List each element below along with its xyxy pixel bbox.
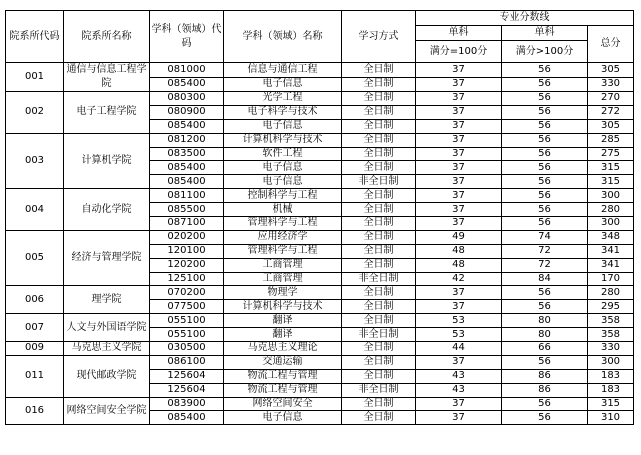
study-mode-cell: 全日制 [342,300,416,314]
subject-code-cell: 020200 [150,230,224,244]
study-mode-cell: 全日制 [342,411,416,425]
single-score-100-cell: 37 [416,77,502,92]
study-mode-cell: 全日制 [342,286,416,300]
total-score-cell: 280 [588,286,634,300]
header-dept-code: 院系所代码 [6,11,64,63]
subject-code-cell: 086100 [150,355,224,369]
table-row [6,63,634,78]
table-row [6,397,634,411]
dept-name-cell: 网络空间安全学院 [64,397,150,425]
single-score-gt100-cell: 56 [502,119,588,133]
study-mode-cell: 非全日制 [342,175,416,189]
single-score-100-cell: 37 [416,161,502,175]
subject-name-cell: 电子信息 [224,161,342,175]
single-score-gt100-cell: 72 [502,244,588,258]
subject-code-cell: 081200 [150,133,224,147]
single-score-100-cell: 37 [416,92,502,106]
subject-name-cell: 交通运输 [224,355,342,369]
subject-name-cell: 翻译 [224,314,342,328]
subject-name-cell: 电子信息 [224,175,342,189]
dept-code-cell: 011 [6,355,64,397]
header-study-mode: 学习方式 [342,11,416,63]
dept-code-cell: 009 [6,342,64,356]
subject-code-cell: 125100 [150,272,224,286]
single-score-gt100-cell: 80 [502,328,588,342]
subject-name-cell: 工商管理 [224,258,342,272]
header-single-100: 单科 [416,26,502,41]
single-score-gt100-cell: 86 [502,383,588,397]
subject-name-cell: 物流工程与管理 [224,383,342,397]
header-full-100: 满分=100分 [416,41,502,63]
dept-name-cell: 自动化学院 [64,189,150,231]
single-score-gt100-cell: 56 [502,411,588,425]
subject-name-cell: 控制科学与工程 [224,189,342,203]
total-score-cell: 315 [588,161,634,175]
subject-code-cell: 080300 [150,92,224,106]
study-mode-cell: 全日制 [342,63,416,78]
single-score-100-cell: 37 [416,397,502,411]
single-score-100-cell: 48 [416,244,502,258]
single-score-gt100-cell: 86 [502,369,588,383]
total-score-cell: 330 [588,342,634,356]
total-score-cell: 285 [588,133,634,147]
study-mode-cell: 全日制 [342,147,416,161]
dept-code-cell: 007 [6,314,64,342]
single-score-100-cell: 53 [416,328,502,342]
dept-code-cell: 016 [6,397,64,425]
study-mode-cell: 全日制 [342,342,416,356]
subject-name-cell: 计算机科学与技术 [224,133,342,147]
single-score-100-cell: 37 [416,411,502,425]
subject-code-cell: 125604 [150,369,224,383]
total-score-cell: 341 [588,258,634,272]
single-score-100-cell: 37 [416,119,502,133]
single-score-100-cell: 37 [416,63,502,78]
header-total: 总分 [588,26,634,63]
study-mode-cell: 全日制 [342,105,416,119]
subject-name-cell: 电子信息 [224,411,342,425]
dept-code-cell: 004 [6,189,64,231]
single-score-100-cell: 48 [416,258,502,272]
subject-code-cell: 055100 [150,314,224,328]
study-mode-cell: 全日制 [342,230,416,244]
single-score-100-cell: 43 [416,369,502,383]
subject-code-cell: 087100 [150,217,224,231]
single-score-100-cell: 37 [416,286,502,300]
study-mode-cell: 非全日制 [342,272,416,286]
study-mode-cell: 非全日制 [342,383,416,397]
subject-code-cell: 083900 [150,397,224,411]
header-dept-name: 院系所名称 [64,11,150,63]
study-mode-cell: 全日制 [342,133,416,147]
single-score-100-cell: 37 [416,175,502,189]
dept-name-cell: 现代邮政学院 [64,355,150,397]
subject-name-cell: 物流工程与管理 [224,369,342,383]
total-score-cell: 183 [588,369,634,383]
single-score-gt100-cell: 74 [502,230,588,244]
total-score-cell: 300 [588,217,634,231]
study-mode-cell: 全日制 [342,217,416,231]
total-score-cell: 300 [588,355,634,369]
table-row [6,314,634,328]
study-mode-cell: 全日制 [342,244,416,258]
single-score-100-cell: 37 [416,217,502,231]
header-score-group: 专业分数线 [416,11,634,26]
dept-name-cell: 马克思主义学院 [64,342,150,356]
study-mode-cell: 全日制 [342,258,416,272]
total-score-cell: 341 [588,244,634,258]
subject-code-cell: 077500 [150,300,224,314]
study-mode-cell: 全日制 [342,161,416,175]
total-score-cell: 348 [588,230,634,244]
table-row [6,133,634,147]
single-score-100-cell: 43 [416,383,502,397]
subject-name-cell: 机械 [224,203,342,217]
total-score-cell: 315 [588,175,634,189]
dept-code-cell: 006 [6,286,64,314]
dept-code-cell: 001 [6,63,64,92]
subject-name-cell: 管理科学与工程 [224,217,342,231]
single-score-gt100-cell: 72 [502,258,588,272]
subject-code-cell: 081100 [150,189,224,203]
total-score-cell: 330 [588,77,634,92]
study-mode-cell: 全日制 [342,189,416,203]
single-score-gt100-cell: 56 [502,147,588,161]
single-score-gt100-cell: 56 [502,397,588,411]
table-body [6,63,634,425]
dept-name-cell: 计算机学院 [64,133,150,189]
header-full-gt100: 满分>100分 [502,41,588,63]
subject-name-cell: 工商管理 [224,272,342,286]
dept-code-cell: 005 [6,230,64,286]
subject-code-cell: 125604 [150,383,224,397]
single-score-100-cell: 42 [416,272,502,286]
dept-name-cell: 理学院 [64,286,150,314]
single-score-gt100-cell: 56 [502,217,588,231]
single-score-gt100-cell: 56 [502,189,588,203]
total-score-cell: 280 [588,203,634,217]
single-score-gt100-cell: 56 [502,355,588,369]
table-row [6,286,634,300]
subject-code-cell: 085500 [150,203,224,217]
table-row [6,92,634,106]
total-score-cell: 270 [588,92,634,106]
study-mode-cell: 全日制 [342,119,416,133]
study-mode-cell: 全日制 [342,92,416,106]
subject-name-cell: 管理科学与工程 [224,244,342,258]
subject-code-cell: 120200 [150,258,224,272]
total-score-cell: 295 [588,300,634,314]
subject-code-cell: 085400 [150,175,224,189]
header-subject-code: 学科（领域）代码 [150,11,224,63]
dept-name-cell: 电子工程学院 [64,92,150,134]
single-score-gt100-cell: 56 [502,105,588,119]
single-score-100-cell: 37 [416,105,502,119]
total-score-cell: 358 [588,314,634,328]
subject-name-cell: 软件工程 [224,147,342,161]
study-mode-cell: 全日制 [342,314,416,328]
dept-code-cell: 003 [6,133,64,189]
study-mode-cell: 全日制 [342,397,416,411]
subject-code-cell: 085400 [150,161,224,175]
single-score-gt100-cell: 56 [502,300,588,314]
single-score-100-cell: 37 [416,203,502,217]
dept-name-cell: 通信与信息工程学院 [64,63,150,92]
single-score-100-cell: 37 [416,133,502,147]
table-header [6,11,634,63]
subject-name-cell: 电子信息 [224,119,342,133]
header-subject-name: 学科（领域）名称 [224,11,342,63]
subject-name-cell: 翻译 [224,328,342,342]
single-score-gt100-cell: 56 [502,92,588,106]
table-row [6,189,634,203]
single-score-gt100-cell: 56 [502,77,588,92]
total-score-cell: 358 [588,328,634,342]
dept-name-cell: 人文与外国语学院 [64,314,150,342]
subject-code-cell: 085400 [150,77,224,92]
header-single-gt100: 单科 [502,26,588,41]
single-score-100-cell: 37 [416,300,502,314]
subject-name-cell: 光学工程 [224,92,342,106]
total-score-cell: 272 [588,105,634,119]
subject-code-cell: 080900 [150,105,224,119]
single-score-100-cell: 37 [416,147,502,161]
table-row [6,230,634,244]
single-score-gt100-cell: 84 [502,272,588,286]
study-mode-cell: 全日制 [342,355,416,369]
subject-name-cell: 网络空间安全 [224,397,342,411]
total-score-cell: 310 [588,411,634,425]
study-mode-cell: 全日制 [342,203,416,217]
total-score-cell: 315 [588,397,634,411]
single-score-gt100-cell: 56 [502,286,588,300]
single-score-gt100-cell: 56 [502,203,588,217]
total-score-cell: 300 [588,189,634,203]
dept-name-cell: 经济与管理学院 [64,230,150,286]
subject-name-cell: 物理学 [224,286,342,300]
subject-name-cell: 电子科学与技术 [224,105,342,119]
total-score-cell: 305 [588,119,634,133]
score-table [5,10,634,425]
total-score-cell: 275 [588,147,634,161]
subject-name-cell: 马克思主义理论 [224,342,342,356]
total-score-cell: 305 [588,63,634,78]
subject-code-cell: 083500 [150,147,224,161]
dept-code-cell: 002 [6,92,64,134]
single-score-gt100-cell: 80 [502,314,588,328]
single-score-gt100-cell: 66 [502,342,588,356]
single-score-100-cell: 49 [416,230,502,244]
total-score-cell: 170 [588,272,634,286]
subject-code-cell: 030500 [150,342,224,356]
single-score-100-cell: 53 [416,314,502,328]
subject-code-cell: 055100 [150,328,224,342]
single-score-100-cell: 37 [416,355,502,369]
study-mode-cell: 非全日制 [342,328,416,342]
single-score-gt100-cell: 56 [502,175,588,189]
single-score-100-cell: 44 [416,342,502,356]
table-row [6,342,634,356]
total-score-cell: 183 [588,383,634,397]
subject-name-cell: 电子信息 [224,77,342,92]
single-score-100-cell: 37 [416,189,502,203]
subject-code-cell: 070200 [150,286,224,300]
single-score-gt100-cell: 56 [502,63,588,78]
subject-code-cell: 081000 [150,63,224,78]
subject-code-cell: 085400 [150,119,224,133]
study-mode-cell: 全日制 [342,77,416,92]
study-mode-cell: 全日制 [342,369,416,383]
subject-name-cell: 计算机科学与技术 [224,300,342,314]
subject-code-cell: 120100 [150,244,224,258]
subject-code-cell: 085400 [150,411,224,425]
table-row [6,355,634,369]
subject-name-cell: 应用经济学 [224,230,342,244]
score-table-container [5,10,633,425]
subject-name-cell: 信息与通信工程 [224,63,342,78]
single-score-gt100-cell: 56 [502,161,588,175]
single-score-gt100-cell: 56 [502,133,588,147]
